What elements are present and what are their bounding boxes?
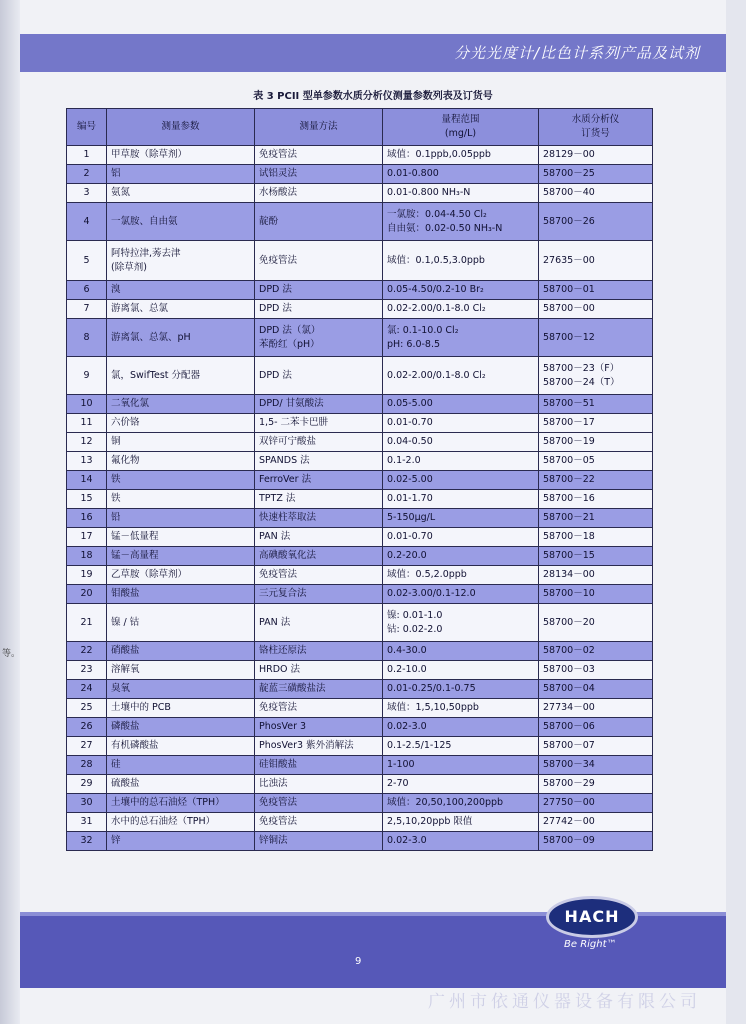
- cell-order: 58700－01: [539, 281, 653, 300]
- cell-range: 域值：0.1ppb,0.05ppb: [383, 146, 539, 165]
- cell-no: 30: [67, 794, 107, 813]
- cell-range: 0.01-0.25/0.1-0.75: [383, 680, 539, 699]
- page-number: 9: [355, 956, 362, 967]
- cell-method: 高碘酸氧化法: [255, 547, 383, 566]
- table-row: [67, 718, 653, 737]
- cell-range: 5-150μg/L: [383, 509, 539, 528]
- cell-method: 铬柱还原法: [255, 642, 383, 661]
- cell-no: 6: [67, 281, 107, 300]
- table-row: [67, 566, 653, 585]
- cell-order: 58700－26: [539, 203, 653, 241]
- table-row: [67, 184, 653, 203]
- table-row: [67, 300, 653, 319]
- cell-range: 一氯胺：0.04-4.50 Cl₂ 自由氨：0.02-0.50 NH₃-N: [383, 203, 539, 241]
- table-row: [67, 203, 653, 241]
- cell-order: 58700－16: [539, 490, 653, 509]
- cell-method: 双锌可宁酸盐: [255, 433, 383, 452]
- cell-range: 0.02-5.00: [383, 471, 539, 490]
- cell-no: 23: [67, 661, 107, 680]
- cell-no: 18: [67, 547, 107, 566]
- table-row: [67, 319, 653, 357]
- cell-range: 域值：0.5,2.0ppb: [383, 566, 539, 585]
- cell-param: 硫酸盐: [107, 775, 255, 794]
- cell-no: 19: [67, 566, 107, 585]
- cell-order: 58700－00: [539, 300, 653, 319]
- cell-method: PhosVer3 紫外消解法: [255, 737, 383, 756]
- cell-range: 0.2-20.0: [383, 547, 539, 566]
- table-row: [67, 433, 653, 452]
- cell-param: 一氯胺、自由氨: [107, 203, 255, 241]
- table-row: [67, 241, 653, 281]
- cell-method: PAN 法: [255, 528, 383, 547]
- cell-param: 阿特拉津,莠去津 (除草剂): [107, 241, 255, 281]
- cell-method: 免疫管法: [255, 146, 383, 165]
- cell-no: 22: [67, 642, 107, 661]
- cell-order: 27742－00: [539, 813, 653, 832]
- cell-param: 锰－高量程: [107, 547, 255, 566]
- table-title: 表 3 PCII 型单参数水质分析仪测量参数列表及订货号: [253, 91, 493, 102]
- col-header-param: 测量参数: [107, 109, 255, 146]
- cell-method: DPD 法: [255, 300, 383, 319]
- cell-no: 32: [67, 832, 107, 851]
- cell-order: 58700－29: [539, 775, 653, 794]
- cell-range: 0.02-3.0: [383, 832, 539, 851]
- table-row: [67, 146, 653, 165]
- cell-method: 免疫管法: [255, 241, 383, 281]
- cell-no: 31: [67, 813, 107, 832]
- cell-range: 0.02-2.00/0.1-8.0 Cl₂: [383, 357, 539, 395]
- cell-method: 比浊法: [255, 775, 383, 794]
- cell-no: 4: [67, 203, 107, 241]
- table-row: [67, 490, 653, 509]
- cell-range: 镍: 0.01-1.0 钴: 0.02-2.0: [383, 604, 539, 642]
- cell-range: 0.01-0.70: [383, 528, 539, 547]
- col-header-no: 编号: [67, 109, 107, 146]
- table-row: [67, 585, 653, 604]
- cell-param: 硝酸盐: [107, 642, 255, 661]
- table-body: [67, 146, 653, 851]
- cell-order: 27635－00: [539, 241, 653, 281]
- cell-order: 27734－00: [539, 699, 653, 718]
- cell-range: 0.05-4.50/0.2-10 Br₂: [383, 281, 539, 300]
- cell-method: DPD 法: [255, 281, 383, 300]
- table-row: [67, 604, 653, 642]
- col-header-range: 量程范围 (mg/L): [383, 109, 539, 146]
- cell-param: 镍 / 钴: [107, 604, 255, 642]
- cell-range: 0.2-10.0: [383, 661, 539, 680]
- cell-no: 29: [67, 775, 107, 794]
- table-row: [67, 414, 653, 433]
- cell-order: 58700－06: [539, 718, 653, 737]
- cell-range: 0.4-30.0: [383, 642, 539, 661]
- cell-no: 8: [67, 319, 107, 357]
- cell-range: 氯: 0.1-10.0 Cl₂ pH: 6.0-8.5: [383, 319, 539, 357]
- cell-param: 土壤中的总石油烃（TPH）: [107, 794, 255, 813]
- cell-no: 9: [67, 357, 107, 395]
- cell-order: 28129－00: [539, 146, 653, 165]
- cell-param: 铁: [107, 490, 255, 509]
- table-row: [67, 395, 653, 414]
- table-row: [67, 528, 653, 547]
- cell-range: 域值：1,5,10,50ppb: [383, 699, 539, 718]
- cell-order: 58700－40: [539, 184, 653, 203]
- table-row: [67, 281, 653, 300]
- cell-range: 0.05-5.00: [383, 395, 539, 414]
- cell-order: 58700－19: [539, 433, 653, 452]
- cell-order: 58700－18: [539, 528, 653, 547]
- cell-no: 12: [67, 433, 107, 452]
- cell-method: FerroVer 法: [255, 471, 383, 490]
- cell-no: 10: [67, 395, 107, 414]
- table-row: [67, 775, 653, 794]
- cell-method: 水杨酸法: [255, 184, 383, 203]
- cell-order: 58700－12: [539, 319, 653, 357]
- cell-range: 0.01-0.70: [383, 414, 539, 433]
- cell-order: 58700－51: [539, 395, 653, 414]
- table-row: [67, 357, 653, 395]
- cell-no: 1: [67, 146, 107, 165]
- cell-method: PhosVer 3: [255, 718, 383, 737]
- cell-order: 28134－00: [539, 566, 653, 585]
- cell-range: 0.1-2.0: [383, 452, 539, 471]
- cell-param: 锰－低量程: [107, 528, 255, 547]
- table-row: [67, 547, 653, 566]
- cell-no: 13: [67, 452, 107, 471]
- cell-order: 58700－15: [539, 547, 653, 566]
- table-row: [67, 165, 653, 184]
- cell-no: 16: [67, 509, 107, 528]
- table-row: [67, 832, 653, 851]
- cell-method: DPD 法（氯） 苯酚红（pH）: [255, 319, 383, 357]
- table-row: [67, 680, 653, 699]
- cell-order: 58700－09: [539, 832, 653, 851]
- cell-param: 铝: [107, 165, 255, 184]
- cell-param: 乙草胺（除草剂）: [107, 566, 255, 585]
- cell-order: 58700－21: [539, 509, 653, 528]
- table-row: [67, 756, 653, 775]
- cell-param: 游离氯、总氯: [107, 300, 255, 319]
- cell-method: PAN 法: [255, 604, 383, 642]
- cell-order: 58700－02: [539, 642, 653, 661]
- hach-logo: HACH: [546, 896, 638, 938]
- cell-no: 27: [67, 737, 107, 756]
- cell-order: 27750－00: [539, 794, 653, 813]
- cell-param: 游离氯、总氯、pH: [107, 319, 255, 357]
- cell-method: DPD 法: [255, 357, 383, 395]
- cell-no: 11: [67, 414, 107, 433]
- cell-order: 58700－34: [539, 756, 653, 775]
- cell-order: 58700－25: [539, 165, 653, 184]
- table-row: [67, 509, 653, 528]
- cell-method: 快速柱萃取法: [255, 509, 383, 528]
- cell-param: 铜: [107, 433, 255, 452]
- cell-no: 26: [67, 718, 107, 737]
- cell-method: HRDO 法: [255, 661, 383, 680]
- cell-method: 三元复合法: [255, 585, 383, 604]
- cell-range: 2,5,10,20ppb 限值: [383, 813, 539, 832]
- cell-no: 24: [67, 680, 107, 699]
- cell-param: 氨氮: [107, 184, 255, 203]
- cell-param: 钼酸盐: [107, 585, 255, 604]
- cell-no: 15: [67, 490, 107, 509]
- cell-range: 0.01-0.800 NH₃-N: [383, 184, 539, 203]
- cell-order: 58700－04: [539, 680, 653, 699]
- cell-param: 六价铬: [107, 414, 255, 433]
- cell-param: 锌: [107, 832, 255, 851]
- cell-param: 甲草胺（除草剂）: [107, 146, 255, 165]
- cell-no: 20: [67, 585, 107, 604]
- cell-param: 有机磷酸盐: [107, 737, 255, 756]
- tagline: Be Right™: [564, 939, 617, 950]
- table-header-row: [67, 109, 653, 146]
- cell-param: 水中的总石油烃（TPH）: [107, 813, 255, 832]
- cell-order: 58700－03: [539, 661, 653, 680]
- table-row: [67, 471, 653, 490]
- cell-no: 14: [67, 471, 107, 490]
- cell-param: 臭氧: [107, 680, 255, 699]
- cell-no: 5: [67, 241, 107, 281]
- cell-param: 二氧化氯: [107, 395, 255, 414]
- cell-order: 58700－10: [539, 585, 653, 604]
- cell-order: 58700－23（F） 58700－24（T）: [539, 357, 653, 395]
- parameter-table: [66, 108, 653, 851]
- cell-method: 硅钼酸盐: [255, 756, 383, 775]
- cell-no: 7: [67, 300, 107, 319]
- side-mark: 等。: [2, 649, 21, 659]
- cell-method: DPD/ 甘氨酸法: [255, 395, 383, 414]
- cell-order: 58700－05: [539, 452, 653, 471]
- cell-method: 免疫管法: [255, 699, 383, 718]
- cell-range: 0.04-0.50: [383, 433, 539, 452]
- cell-param: 铁: [107, 471, 255, 490]
- cell-param: 溶解氧: [107, 661, 255, 680]
- cell-no: 3: [67, 184, 107, 203]
- cell-param: 磷酸盐: [107, 718, 255, 737]
- cell-range: 0.01-1.70: [383, 490, 539, 509]
- cell-param: 氯，SwifTest 分配器: [107, 357, 255, 395]
- cell-no: 28: [67, 756, 107, 775]
- table-row: [67, 661, 653, 680]
- cell-order: 58700－07: [539, 737, 653, 756]
- table-row: [67, 813, 653, 832]
- cell-range: 1-100: [383, 756, 539, 775]
- cell-no: 17: [67, 528, 107, 547]
- cell-range: 域值：20,50,100,200ppb: [383, 794, 539, 813]
- cell-range: 0.1-2.5/1-125: [383, 737, 539, 756]
- cell-range: 2-70: [383, 775, 539, 794]
- table-row: [67, 737, 653, 756]
- cell-method: 免疫管法: [255, 794, 383, 813]
- table-row: [67, 642, 653, 661]
- cell-order: 58700－17: [539, 414, 653, 433]
- cell-method: 锌铜法: [255, 832, 383, 851]
- cell-no: 2: [67, 165, 107, 184]
- table-row: [67, 794, 653, 813]
- cell-param: 氟化物: [107, 452, 255, 471]
- cell-method: 免疫管法: [255, 813, 383, 832]
- cell-param: 土壤中的 PCB: [107, 699, 255, 718]
- cell-range: 0.02-3.00/0.1-12.0: [383, 585, 539, 604]
- header-title: 分光光度计/比色计系列产品及试剂: [453, 44, 700, 62]
- col-header-method: 测量方法: [255, 109, 383, 146]
- book-spine: [0, 0, 22, 1024]
- cell-param: 铅: [107, 509, 255, 528]
- cell-range: 0.01-0.800: [383, 165, 539, 184]
- cell-method: 免疫管法: [255, 566, 383, 585]
- cell-param: 硅: [107, 756, 255, 775]
- company-watermark: 广州市依通仪器设备有限公司: [428, 992, 701, 1012]
- cell-method: 1,5- 二苯卡巴肼: [255, 414, 383, 433]
- cell-order: 58700－22: [539, 471, 653, 490]
- cell-no: 21: [67, 604, 107, 642]
- cell-method: SPANDS 法: [255, 452, 383, 471]
- cell-no: 25: [67, 699, 107, 718]
- cell-method: 靛蓝三磺酸盐法: [255, 680, 383, 699]
- col-header-order: 水质分析仪 订货号: [539, 109, 653, 146]
- table-row: [67, 452, 653, 471]
- cell-method: 试铝灵法: [255, 165, 383, 184]
- cell-range: 0.02-3.0: [383, 718, 539, 737]
- cell-order: 58700－20: [539, 604, 653, 642]
- table-row: [67, 699, 653, 718]
- cell-param: 溴: [107, 281, 255, 300]
- cell-method: TPTZ 法: [255, 490, 383, 509]
- cell-method: 靛酚: [255, 203, 383, 241]
- cell-range: 域值：0.1,0.5,3.0ppb: [383, 241, 539, 281]
- cell-range: 0.02-2.00/0.1-8.0 Cl₂: [383, 300, 539, 319]
